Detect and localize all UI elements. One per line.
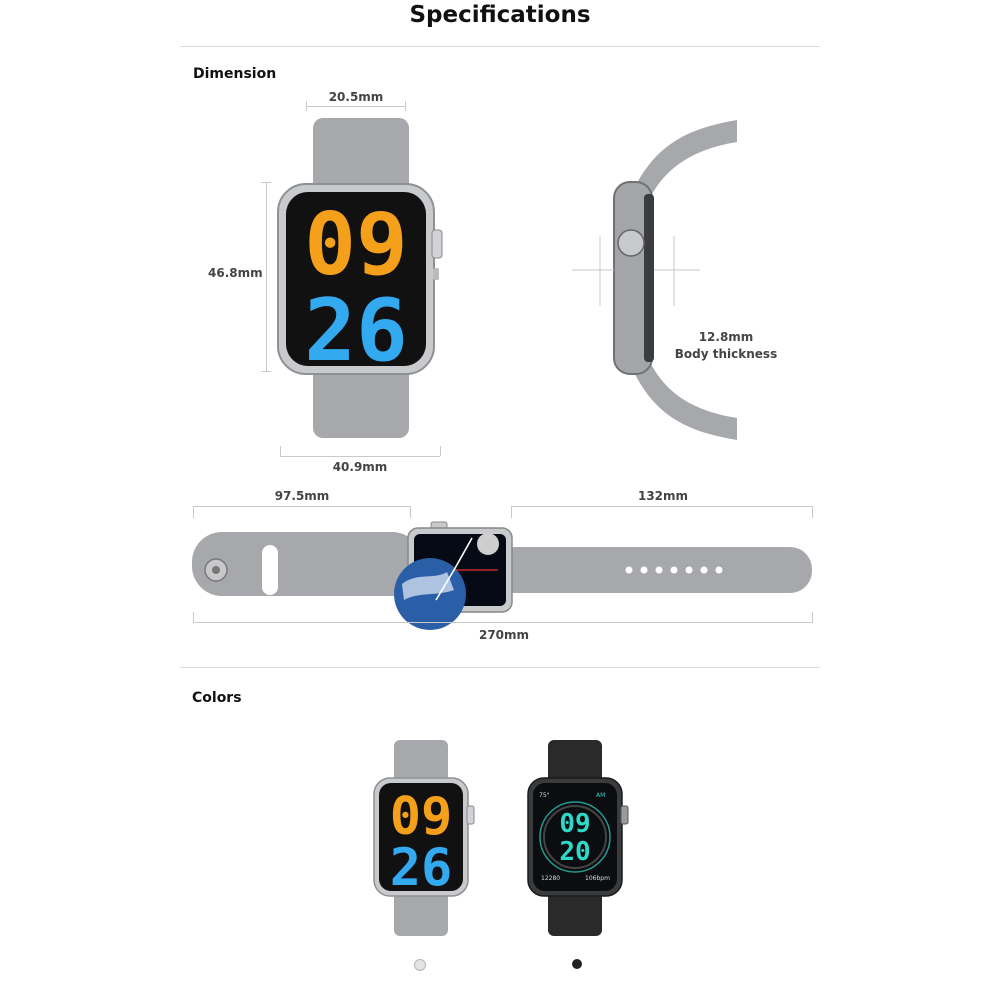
flat-watch-hole xyxy=(686,567,693,574)
strap-width-tick-left xyxy=(306,101,307,111)
strap-width-line xyxy=(306,106,406,107)
long-strap-tick-left xyxy=(193,506,194,518)
total-length-label: 270mm xyxy=(478,628,530,642)
short-strap-tick-right xyxy=(812,506,813,518)
color-black-watch xyxy=(524,740,634,938)
short-strap-tick-left xyxy=(511,506,512,518)
flat-watch-hole xyxy=(626,567,633,574)
short-strap-line xyxy=(511,506,813,507)
case-width-tick-right xyxy=(440,446,441,456)
flat-watch-strap-right xyxy=(492,547,812,593)
strap-width-tick-right xyxy=(405,101,406,111)
black-watch-crown xyxy=(621,806,628,824)
front-watch-minute: 26 xyxy=(304,281,408,381)
silver-watch-hour: 09 xyxy=(389,787,453,847)
flat-watch-hole xyxy=(671,567,678,574)
thickness-note: Body thickness xyxy=(674,347,778,361)
black-watch-temp: 75° xyxy=(539,792,550,799)
colors-section-label: Colors xyxy=(192,690,242,706)
total-length-tick-left xyxy=(193,612,194,622)
thickness-label: 12.8mm xyxy=(698,330,754,344)
case-width-tick-left xyxy=(280,446,281,456)
black-watch-minute: 20 xyxy=(559,837,591,867)
swatch-black[interactable] xyxy=(572,959,582,969)
flat-watch-hole xyxy=(716,567,723,574)
flat-watch-hole xyxy=(701,567,708,574)
flat-watch-loop xyxy=(262,545,278,595)
page-title: Specifications xyxy=(409,2,591,28)
flat-watch-buckle-pin-center xyxy=(212,566,220,574)
flat-watch-hole xyxy=(641,567,648,574)
total-length-line xyxy=(193,622,813,623)
flat-watch xyxy=(192,520,816,620)
swatch-silver[interactable] xyxy=(414,959,426,971)
front-watch xyxy=(270,118,450,440)
header-divider xyxy=(180,46,820,47)
silver-watch-crown xyxy=(467,806,474,824)
front-watch-crown xyxy=(432,230,442,258)
section-divider xyxy=(180,667,820,668)
side-watch xyxy=(570,118,750,443)
short-strap-label: 132mm xyxy=(637,489,689,503)
flat-watch-moon xyxy=(477,533,499,555)
black-watch-bpm: 106bpm xyxy=(585,875,610,882)
flat-watch-hole xyxy=(656,567,663,574)
dimension-section-label: Dimension xyxy=(193,66,277,82)
total-length-tick-right xyxy=(812,612,813,622)
case-width-label: 40.9mm xyxy=(332,460,388,474)
side-watch-screen-edge xyxy=(644,194,654,362)
long-strap-label: 97.5mm xyxy=(274,489,330,503)
strap-width-label: 20.5mm xyxy=(328,90,384,104)
silver-watch-minute: 26 xyxy=(389,838,453,898)
height-label: 46.8mm xyxy=(208,266,263,280)
flat-watch-strap-left xyxy=(192,532,422,596)
height-line xyxy=(266,182,267,372)
front-watch-button xyxy=(433,268,439,280)
black-watch-steps: 12280 xyxy=(541,875,561,882)
long-strap-tick-right xyxy=(410,506,411,518)
case-width-line xyxy=(280,456,440,457)
front-watch-hour: 09 xyxy=(304,195,408,295)
black-watch-hour: 09 xyxy=(559,809,591,839)
long-strap-line xyxy=(193,506,411,507)
side-watch-crown xyxy=(618,230,644,256)
color-silver-watch xyxy=(370,740,480,938)
black-watch-ampm: AM xyxy=(596,792,606,799)
side-watch-strap-bottom xyxy=(632,362,737,440)
